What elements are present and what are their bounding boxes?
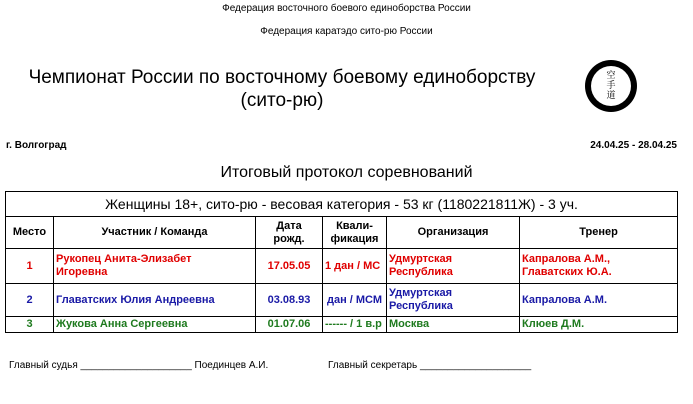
city: г. Волгоград: [6, 140, 67, 151]
coach-cell: Клюев Д.М.: [520, 317, 678, 333]
category-header: Женщины 18+, сито-рю - весовая категория - 53 кг (1180221811Ж) - 3 уч.: [6, 192, 678, 217]
karatedo-emblem-icon: [585, 60, 637, 112]
emblem-glyph: 空: [606, 71, 616, 81]
org-line2: Республика: [389, 266, 453, 278]
athlete-cell: [54, 249, 256, 284]
federation-name-2: Федерация каратэдо сито-рю России: [260, 26, 433, 37]
col-coach: Тренер: [520, 217, 678, 249]
col-qual-line2: фикация: [330, 232, 379, 245]
dob-cell: 17.05.05: [256, 249, 323, 284]
qualification-cell: дан / МСМ: [323, 284, 387, 317]
dob-cell: 03.08.93: [256, 284, 323, 317]
coach-line1: Капралова А.М.,: [522, 253, 611, 265]
coach-line2: Главатских Ю.А.: [522, 266, 612, 278]
organization-cell: [387, 249, 520, 284]
place-cell: 1: [6, 249, 54, 284]
coach-cell: [520, 249, 678, 284]
protocol-subtitle: Итоговый протокол соревнований: [220, 164, 473, 181]
col-qualification: [323, 217, 387, 249]
results-table: [5, 191, 678, 333]
col-athlete: Участник / Команда: [54, 217, 256, 249]
organization-cell: [387, 284, 520, 317]
table-row: [6, 284, 678, 317]
coach-cell: Капралова А.М.: [520, 284, 678, 317]
emblem-glyph: 道: [606, 91, 616, 101]
column-header-row: [6, 217, 678, 249]
federation-name-1: Федерация восточного боевого единоборства России: [222, 3, 471, 14]
col-dob-line1: Дата: [276, 219, 302, 232]
organization-cell: Москва: [387, 317, 520, 333]
org-line1: Удмуртская: [389, 253, 453, 265]
title-line-2: (сито-рю): [240, 90, 324, 111]
emblem-glyph: 手: [606, 81, 616, 91]
athlete-line2: Игоревна: [56, 266, 108, 278]
place-cell: 2: [6, 284, 54, 317]
col-dob: [256, 217, 323, 249]
qualification-cell: 1 дан / МС: [323, 249, 387, 284]
chief-secretary-signature-line: Главный секретарь ____________________: [328, 360, 532, 371]
table-row: [6, 249, 678, 284]
place-cell: 3: [6, 317, 54, 333]
col-dob-line2: рожд.: [273, 232, 305, 245]
chief-judge-signature-line: Главный судья ____________________ Поединцев А.И.: [9, 360, 269, 371]
table-row: [6, 317, 678, 333]
document-title: [12, 66, 552, 112]
qualification-cell: ------ / 1 в.р: [323, 317, 387, 333]
event-dates: 24.04.25 - 28.04.25: [590, 140, 677, 151]
col-qual-line1: Квали-: [336, 219, 373, 232]
org-line2: Республика: [389, 300, 453, 312]
col-organization: Организация: [387, 217, 520, 249]
org-line1: Удмуртская: [389, 287, 453, 299]
dob-cell: 01.07.06: [256, 317, 323, 333]
athlete-line1: Рукопец Анита-Элизабет: [56, 253, 192, 265]
title-line-1: Чемпионат России по восточному боевому единоборству: [28, 67, 536, 88]
col-place: Место: [6, 217, 54, 249]
athlete-cell: Главатских Юлия Андреевна: [54, 284, 256, 317]
athlete-cell: Жукова Анна Сергеевна: [54, 317, 256, 333]
